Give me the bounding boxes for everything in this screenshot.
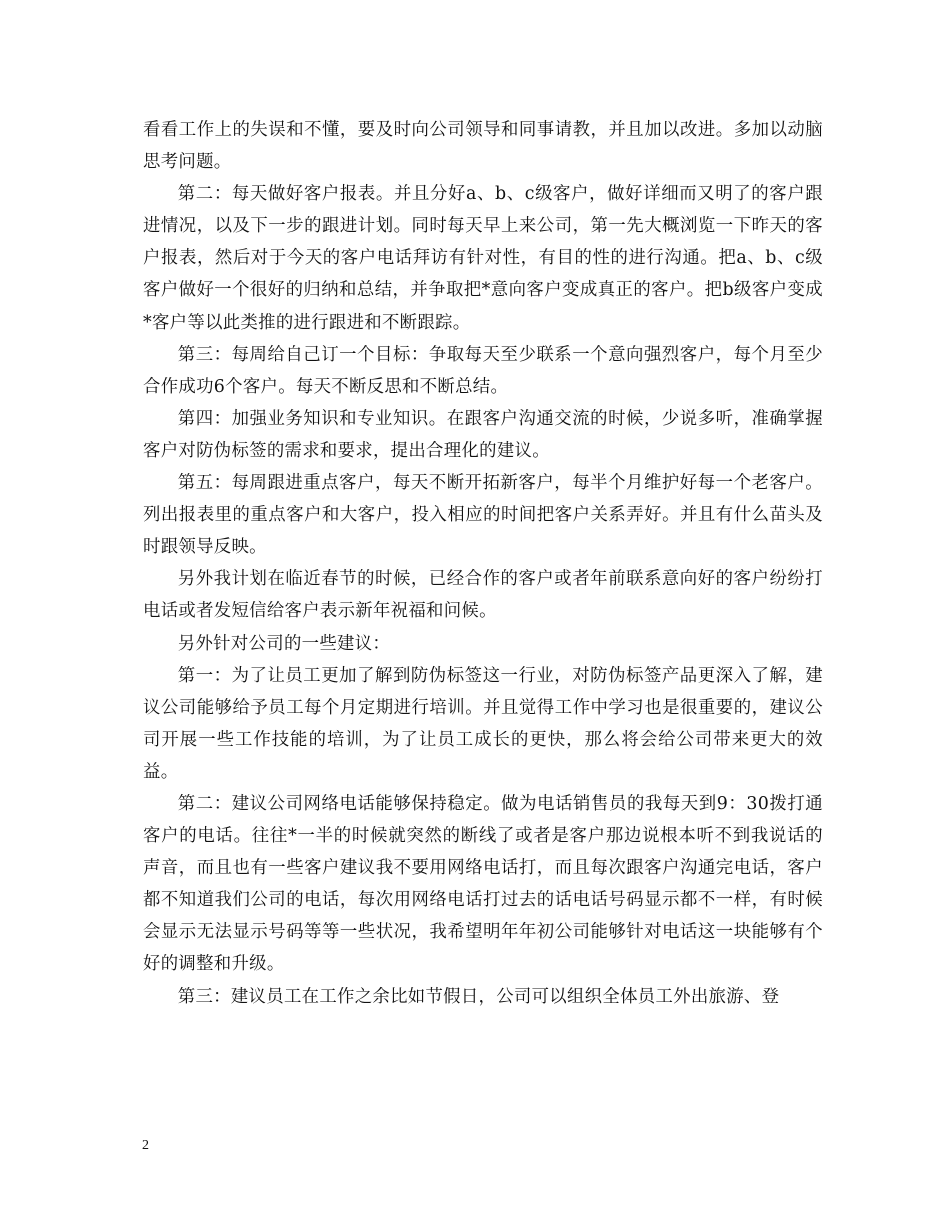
paragraph: 第二：每天做好客户报表。并且分好a、b、c级客户，做好详细而又明了的客户跟进情况，以及下一步的跟进计划。同时每天早上来公司，第一先大概浏览一下昨天的客户报表，然后对于今天的客户电话拜访有针对性，有目的性的进行沟通。把a、b、c级客户做好一个很好的归纳和总结，并争取把*意向客户变成真正的客户。把b级客户变成*客户等以此类推的进行跟进和不断跟踪。 [143,184,823,333]
paragraph: 第三：建议员工在工作之余比如节假日，公司可以组织全体员工外出旅游、登 [177,986,780,1007]
paragraph: 第四：加强业务知识和专业知识。在跟客户沟通交流的时候，少说多听，准确掌握客户对防伪标签的需求和要求，提出合理化的建议。 [143,408,823,461]
page-number: 2 [142,1138,149,1153]
paragraph: 看看工作上的失误和不懂，要及时向公司领导和同事请教，并且加以改进。多加以动脑思考问题。 [143,120,823,173]
paragraph: 第五：每周跟进重点客户，每天不断开拓新客户，每半个月维护好每一个老客户。列出报表里的重点客户和大客户，投入相应的时间把客户关系弄好。并且有什么苗头及时跟领导反映。 [143,473,823,558]
document-body [143,114,823,1013]
paragraph: 第二：建议公司网络电话能够保持稳定。做为电话销售员的我每天到9：30拨打通客户的电话。往往*一半的时候就突然的断线了或者是客户那边说根本听不到我说话的声音，而且也有一些客户建议我不要用网络电话打，而且每次跟客户沟通完电话，客户都不知道我们公司的电话，每次用网络电话打过去的话电话号码显示都不一样，有时候会显示无法显示号码等等一些状况，我希望明年年初公司能够针对电话这一块能够有个好的调整和升级。 [143,793,823,975]
paragraph: 第一：为了让员工更加了解到防伪标签这一行业，对防伪标签产品更深入了解，建议公司能够给予员工每个月定期进行培训。并且觉得工作中学习也是很重要的，建议公司开展一些工作技能的培训，为了让员工成长的更快，那么将会给公司带来更大的效益。 [143,665,823,782]
paragraph: 另外我计划在临近春节的时候，已经合作的客户或者年前联系意向好的客户纷纷打电话或者发短信给客户表示新年祝福和问候。 [143,569,823,622]
paragraph: 第三：每周给自己订一个目标：争取每天至少联系一个意向强烈客户，每个月至少合作成功6个客户。每天不断反思和不断总结。 [143,344,823,397]
paragraph: 另外针对公司的一些建议： [177,633,391,654]
